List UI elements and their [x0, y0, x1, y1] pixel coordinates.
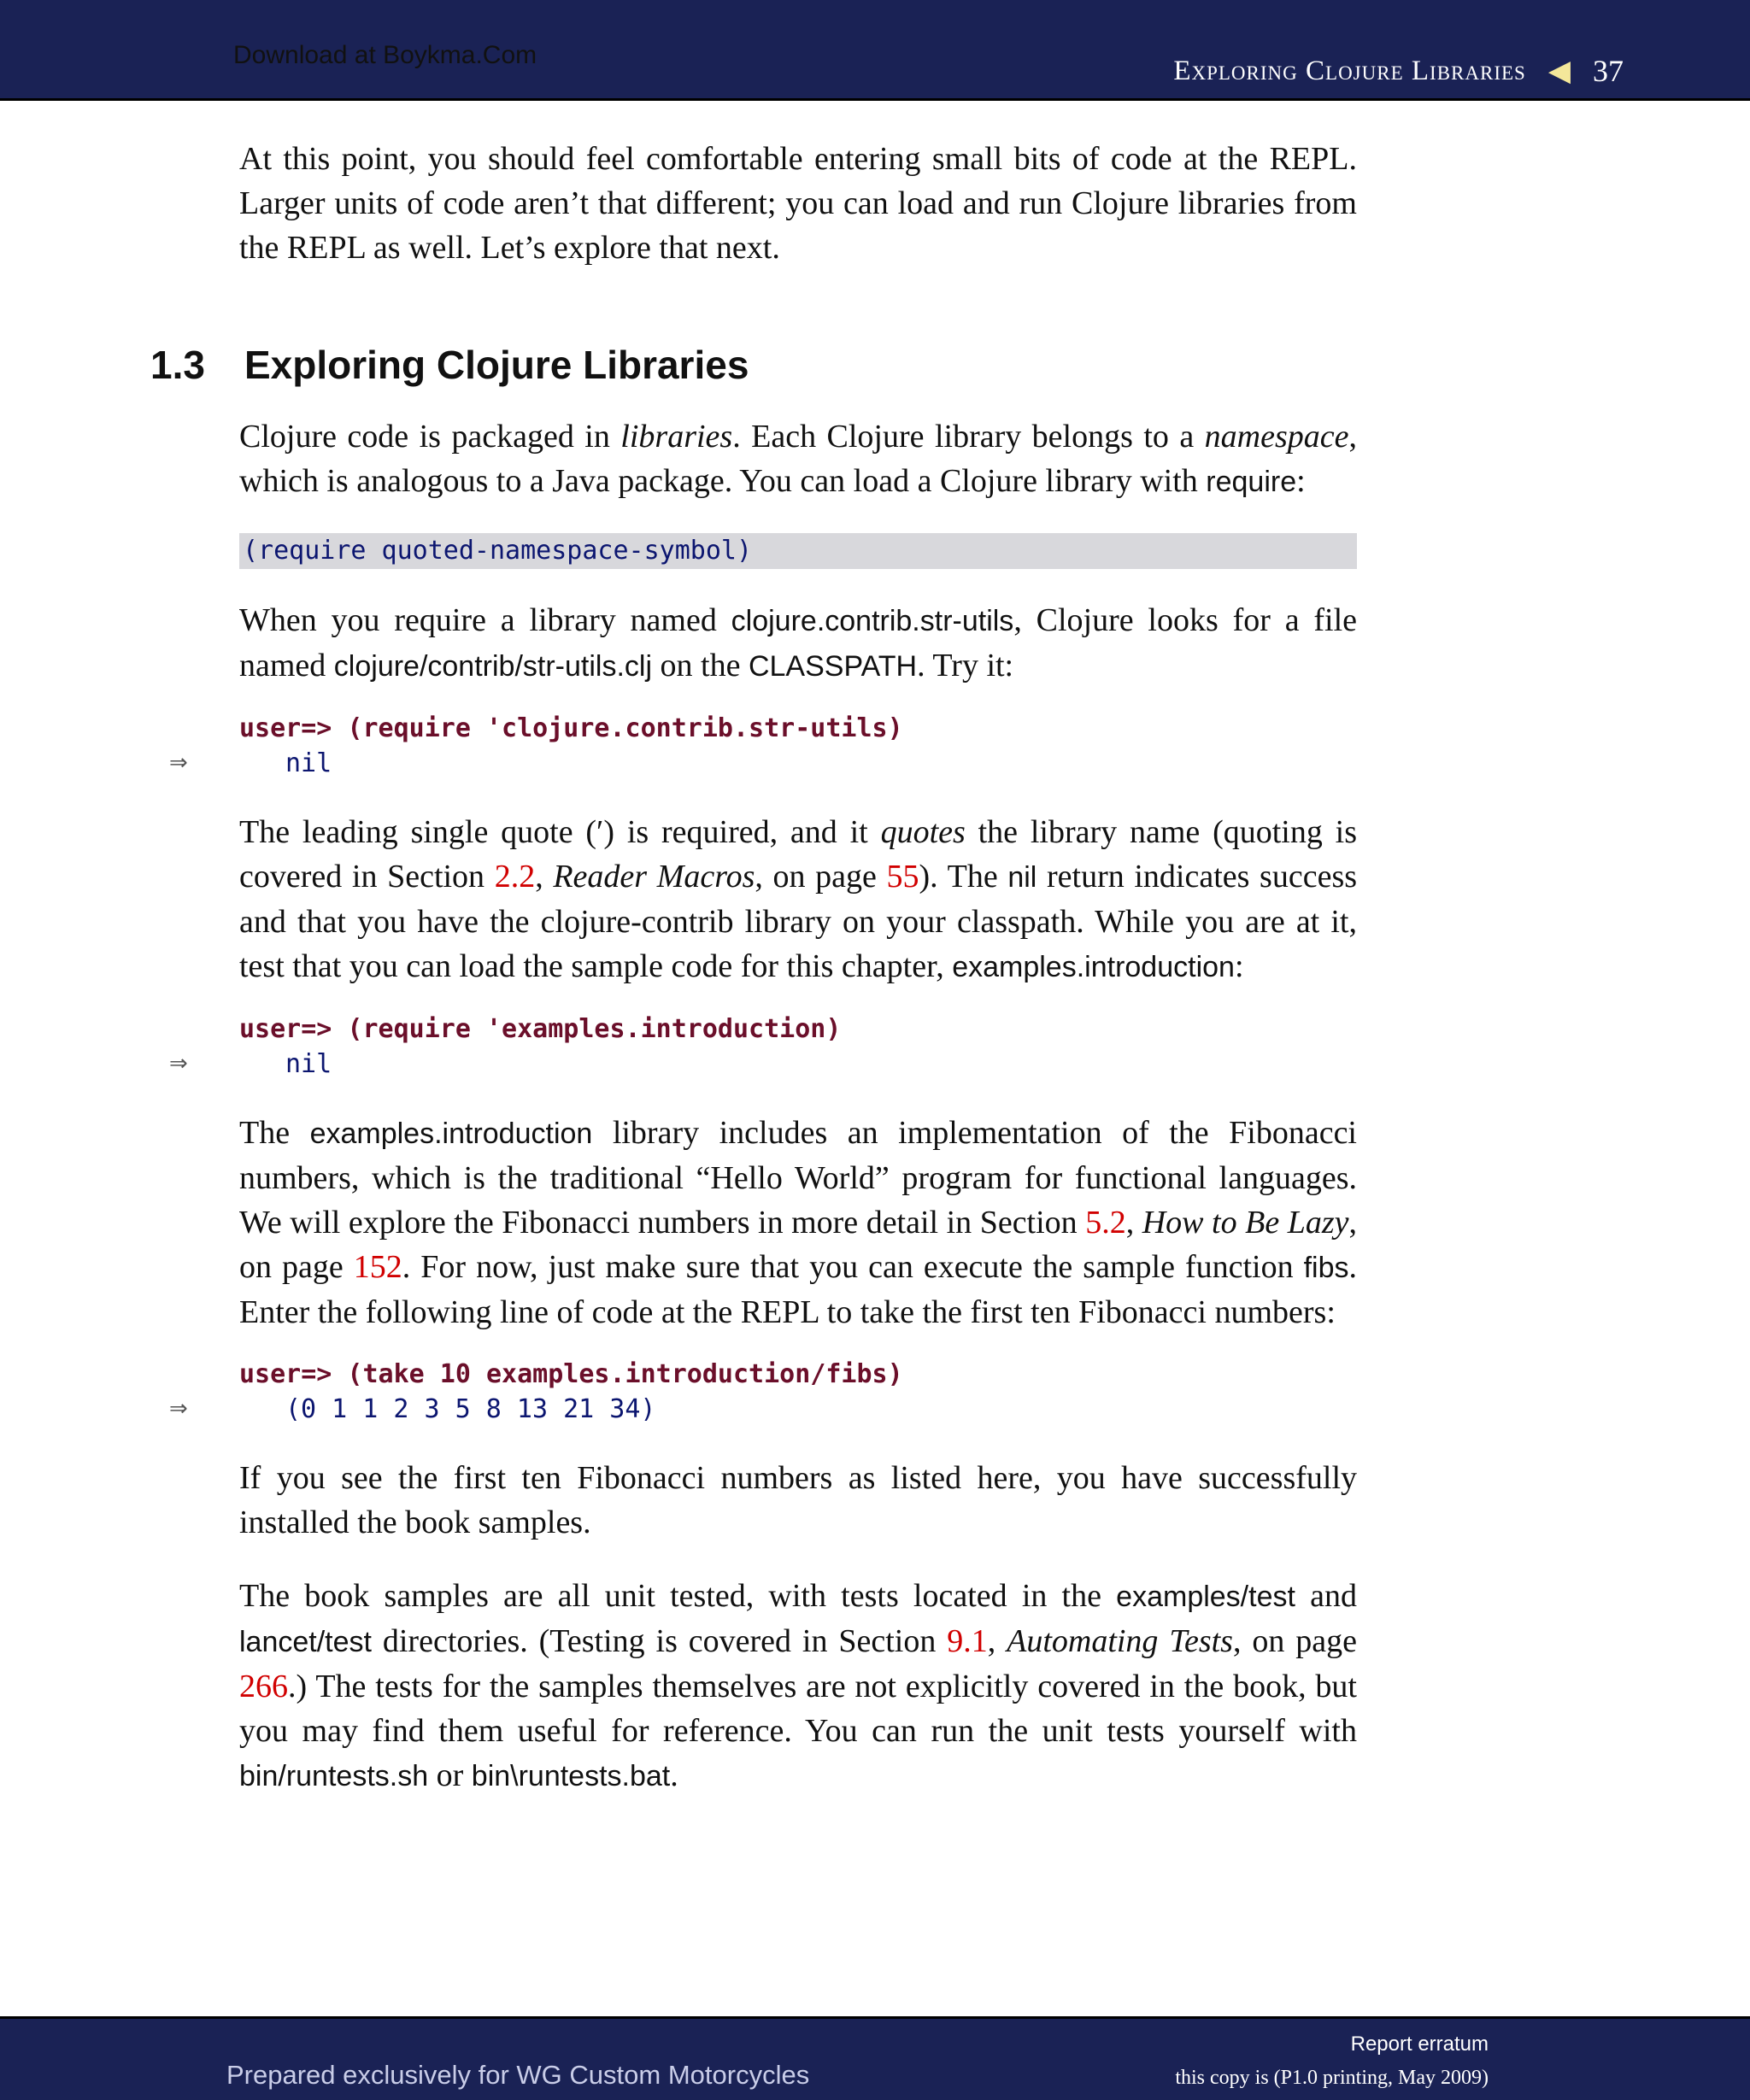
link-page-266[interactable]: 266 [239, 1669, 288, 1704]
repl-prompt: user=> (take 10 examples.introduction/fibs) [239, 1359, 903, 1389]
repl-example-3 [169, 1357, 1357, 1427]
result-arrow-icon: ⇒ [169, 750, 188, 776]
link-page-152[interactable]: 152 [353, 1249, 402, 1285]
code-block-require: (require quoted-namespace-symbol) [239, 533, 1357, 569]
repl-prompt: user=> (require 'examples.introduction) [239, 1014, 842, 1044]
repl-result: nil [285, 748, 332, 778]
paragraph-quote: The leading single quote (′) is required, and it quotes the library name (quoting is covered in Section 2.2, Reader Macros, on page 55). The nil return indicates success and that you have the clojure-contrib library on your classpath. While you are at it, test that you can load the sample code for this chapter, examples.introduction: [239, 814, 1358, 984]
section-title: Exploring Clojure Libraries [244, 343, 749, 387]
download-watermark: Download at Boykma.Com [233, 41, 537, 69]
link-page-55[interactable]: 55 [886, 859, 919, 895]
result-arrow-icon: ⇒ [169, 1051, 188, 1076]
paragraph-fibonacci: The examples.introduction library includes an implementation of the Fibonacci numbers, which is the traditional “Hello World” program for functional languages. We will explore the Fibonacci numbers in more detail in Section 5.2, How to Be Lazy, on page 152. For now, just make sure that you can execute the sample function fibs. Enter the following line of code at the REPL to take the first ten Fibonacci numbers: [239, 1115, 1358, 1330]
running-head [1173, 53, 1624, 89]
result-arrow-icon: ⇒ [169, 1396, 188, 1422]
paragraph-libraries: Clojure code is packaged in libraries. Each Clojure library belongs to a namespace, which is analogous to a Java package. You can load a Clojure library with require: [239, 419, 1357, 499]
running-title: Exploring Clojure Libraries [1173, 55, 1526, 86]
paragraph-require-library: When you require a library named clojure.contrib.str-utils, Clojure looks for a file named clojure/contrib/str-utils.clj on the CLASSPATH. Try it: [239, 602, 1358, 683]
page-number: 37 [1593, 54, 1624, 88]
paragraph-unit-tests: The book samples are all unit tested, with tests located in the examples/test and lancet/test directories. (Testing is covered in Section 9.1, Automating Tests, on page 266.) The tests for the samples themselves are not explicitly covered in the book, but you may find them useful for reference. You can run the unit tests yourself with bin/runtests.sh or bin\runtests.bat. [239, 1578, 1357, 1793]
copy-info: this copy is (P1.0 printing, May 2009) [1175, 2067, 1489, 2089]
repl-example-2 [169, 1012, 1357, 1082]
prepared-for: Prepared exclusively for WG Custom Motorcycles [226, 2060, 810, 2090]
main-content [169, 137, 1358, 1827]
repl-result: nil [285, 1049, 332, 1079]
repl-example-1 [169, 711, 1357, 781]
paragraph-success: If you see the first ten Fibonacci numbers as listed here, you have successfully installed the book samples. [239, 1460, 1357, 1540]
intro-paragraph: At this point, you should feel comfortable entering small bits of code at the REPL. Larger units of code aren’t that different; you can load and run Clojure libraries from the REPL as well. Let’s explore that next. [239, 141, 1357, 266]
section-spacer [239, 299, 1357, 414]
footer-bar [0, 2016, 1750, 2100]
link-section-2-2[interactable]: 2.2 [494, 859, 536, 895]
repl-result: (0 1 1 2 3 5 8 13 21 34) [285, 1394, 656, 1424]
header-bar [0, 0, 1750, 101]
link-section-5-2[interactable]: 5.2 [1085, 1205, 1126, 1241]
repl-prompt: user=> (require 'clojure.contrib.str-utils) [239, 713, 903, 743]
previous-page-arrow-icon[interactable]: ◀ [1547, 56, 1571, 87]
link-section-9-1[interactable]: 9.1 [947, 1623, 988, 1659]
report-erratum-link[interactable]: Report erratum [1350, 2033, 1489, 2056]
section-number: 1.3 [150, 343, 205, 387]
